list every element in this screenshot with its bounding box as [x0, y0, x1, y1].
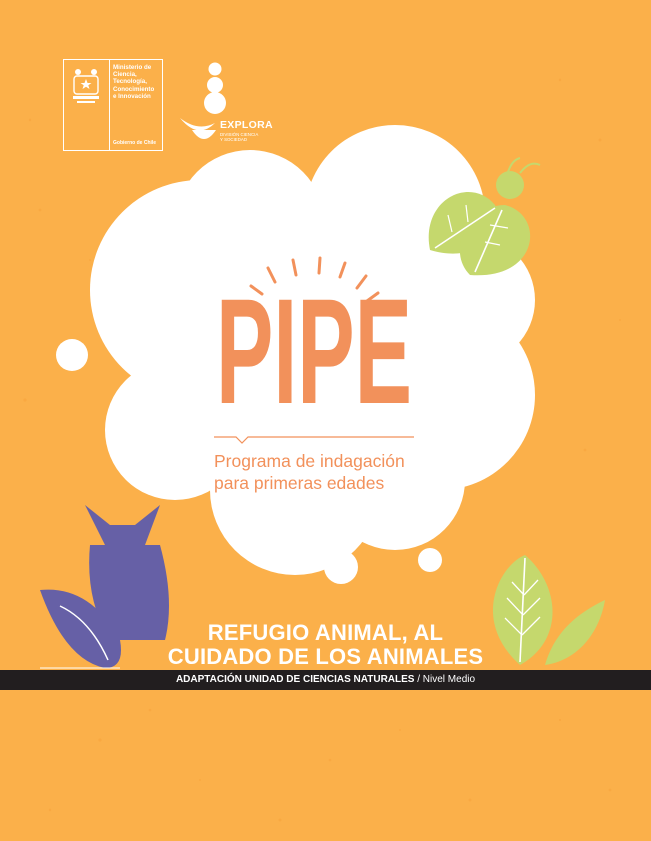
- adaptation-band: [0, 670, 651, 690]
- program-description-line1: Programa de indagación: [214, 451, 405, 471]
- explora-subtitle: DIVISIÓN CIENCIA Y SOCIEDAD: [220, 132, 259, 143]
- program-description: [214, 450, 474, 494]
- level-label: / Nivel Medio: [414, 674, 476, 685]
- adaptation-label: ADAPTACIÓN UNIDAD DE CIENCIAS NATURALES: [175, 674, 415, 685]
- explora-name: EXPLORA: [220, 119, 273, 131]
- adaptation-line: [0, 670, 651, 690]
- program-name: [214, 267, 414, 435]
- logo-divider: [109, 60, 110, 150]
- unit-title-line1: REFUGIO ANIMAL, AL: [207, 620, 444, 645]
- program-description-line2: para primeras edades: [214, 473, 385, 493]
- unit-title-line2: CUIDADO DE LOS ANIMALES: [167, 644, 484, 669]
- coat-of-arms-icon: [66, 62, 106, 106]
- government-logo: [63, 59, 163, 151]
- program-name-text: PIPE: [216, 267, 412, 435]
- speech-rule: [214, 435, 414, 445]
- government-label: Gobierno de Chile: [113, 140, 157, 146]
- ministry-name: Ministerio de Ciencia, Tecnología, Conocimiento e Innovación: [113, 64, 155, 100]
